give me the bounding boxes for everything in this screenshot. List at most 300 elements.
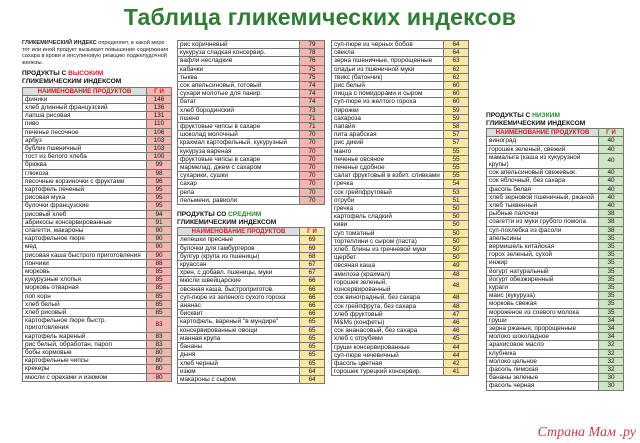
product-name: шоколад молочный [178, 131, 300, 139]
gi-value: 40 [599, 137, 624, 145]
table-row [332, 262, 469, 270]
table-row [178, 131, 325, 139]
gi-value: 110 [147, 120, 172, 128]
gi-value: 96 [147, 177, 172, 185]
product-name: хлеб тыквенный [487, 202, 599, 210]
product-name: манная крупа [178, 334, 300, 342]
gi-value: 40 [599, 145, 624, 153]
gi-value: 70 [300, 147, 325, 155]
table-row [487, 275, 624, 283]
table-row [332, 106, 469, 114]
section-low-level: НИЗКИМ [532, 112, 560, 119]
table-row [487, 349, 624, 357]
table-row [487, 145, 624, 153]
gi-value: 32 [599, 349, 624, 357]
section-low-prefix: ПРОДУКТЫ С [486, 112, 533, 119]
gi-value: 103 [147, 136, 172, 144]
gi-value: 35 [599, 267, 624, 275]
section-mid-level: СРЕДНИМ [228, 211, 262, 219]
intro-term: ГЛИКЕМИЧЕСКИЙ ИНДЕКС [22, 40, 97, 46]
product-name: киви [332, 221, 444, 229]
product-name: картофель, вареный "в мундире" [178, 318, 300, 326]
gi-value: 90 [147, 251, 172, 259]
table-row [487, 234, 624, 242]
gi-value: 67 [300, 261, 325, 269]
product-name: манго [332, 147, 444, 155]
gi-value: 83 [147, 332, 172, 340]
table-row [487, 366, 624, 374]
watermark: Страна Мам .ру [537, 425, 636, 440]
gi-value: 62 [444, 73, 469, 81]
product-name: арбуз [23, 136, 147, 144]
table-header-row [487, 129, 624, 137]
product-name: морковь свежая [487, 300, 599, 308]
product-name: мюсли с орехами и изюмом [23, 373, 147, 381]
table-row [178, 277, 325, 285]
table-row [23, 268, 172, 276]
table-row [178, 359, 325, 367]
table-header-row [178, 228, 325, 236]
product-name: пиво [23, 120, 147, 128]
gi-value: 30 [599, 374, 624, 382]
product-name: салат фруктовый в взбит. сливками [332, 172, 444, 180]
gi-value: 70 [300, 180, 325, 188]
section-mid-heading [177, 211, 325, 226]
gi-value: 40 [599, 169, 624, 177]
table-row [23, 373, 172, 381]
product-name: суп-пюре из желтого гороха [332, 98, 444, 106]
table-row [178, 252, 325, 260]
product-name: бананы [178, 343, 300, 351]
table-row [23, 251, 172, 259]
product-name: гречка [332, 205, 444, 213]
product-name: поп корн [23, 292, 147, 300]
product-name: булгур (крупа из пшеницы) [178, 252, 300, 260]
product-name: брюква [23, 161, 147, 169]
gi-value: 99 [147, 161, 172, 169]
product-name: зерна пшеничные, пророщенные [332, 57, 444, 65]
product-name: маис (кукуруза) [487, 292, 599, 300]
gi-value: 98 [147, 169, 172, 177]
product-name: пирожки [332, 106, 444, 114]
gi-value: 70 [300, 139, 325, 147]
product-name: сахароза [332, 114, 444, 122]
gi-value: 79 [300, 41, 325, 49]
table-row [23, 169, 172, 177]
table-row [23, 144, 172, 152]
product-name: спагетти из муки грубого помола [487, 218, 599, 226]
gi-value: 57 [444, 139, 469, 147]
product-name: овсяная каша [332, 262, 444, 270]
product-name: хлеб рисовый [23, 309, 147, 317]
product-name: оладьи из пшеничной муки [332, 65, 444, 73]
product-name: хлеб фруктовый [332, 310, 444, 318]
table-row [178, 236, 325, 244]
gi-value: 40 [599, 202, 624, 210]
header-gi: Г И [147, 87, 172, 95]
gi-value: 35 [599, 308, 624, 316]
product-name: рис коричневый [178, 41, 300, 49]
gi-value: 50 [444, 213, 469, 221]
product-name: абрикосы консервированные [23, 218, 147, 226]
table-row [178, 139, 325, 147]
product-name: хлеб бородинский [178, 106, 300, 114]
gi-value: 64 [444, 49, 469, 57]
gi-value: 35 [599, 251, 624, 259]
product-name: сок ананасовый, без сахара [332, 327, 444, 335]
table-row [332, 98, 469, 106]
gi-value: 48 [444, 278, 469, 293]
product-name: бисквит [178, 310, 300, 318]
column-1 [22, 40, 172, 382]
product-name: вафли несладкие [178, 57, 300, 65]
table-row [487, 218, 624, 226]
page-title: Таблица гликемических индексов [123, 4, 517, 30]
gi-value: 40 [599, 193, 624, 201]
table-row [332, 368, 469, 376]
gi-value: 47 [444, 310, 469, 318]
table-row [332, 131, 469, 139]
table-row [23, 161, 172, 169]
product-name: отруби [332, 196, 444, 204]
product-name: крекеры [23, 365, 147, 373]
gi-value: 70 [300, 188, 325, 196]
product-name: пицца с помидорами и сыром [332, 90, 444, 98]
section-high-prefix: ПРОДУКТЫ С [22, 70, 69, 78]
product-name: мед [23, 243, 147, 251]
section-high-level: ВЫСОКИМ [68, 70, 104, 78]
gi-value: 32 [599, 357, 624, 365]
gi-value: 95 [147, 186, 172, 194]
table-row [23, 235, 172, 243]
section-high-heading [22, 70, 172, 85]
product-name: хлеб черный [178, 359, 300, 367]
table-row [178, 155, 325, 163]
section-low-suffix: ГЛИКЕМИЧЕСКИМ ИНДЕКСОМ [486, 119, 586, 127]
product-name: рыбные палочки [487, 210, 599, 218]
table-row [23, 128, 172, 136]
product-name: лепешки пресные [178, 236, 300, 244]
gi-value: 68 [300, 252, 325, 260]
product-name: амилоза (крахмал) [332, 270, 444, 278]
table-row [178, 310, 325, 318]
gi-value: 44 [444, 343, 469, 351]
gi-value: 38 [599, 218, 624, 226]
gi-value: 55 [444, 172, 469, 180]
product-name: хлеб, блины из гречневой муки [332, 246, 444, 254]
gi-value: 71 [300, 114, 325, 122]
product-name: горох зеленый, сухой [487, 251, 599, 259]
table-row [178, 82, 325, 90]
gi-value: 60 [444, 90, 469, 98]
gi-value: 50 [444, 205, 469, 213]
table-row [487, 357, 624, 365]
table-row [178, 318, 325, 326]
product-name: твикс (батончик) [332, 73, 444, 81]
table-row [178, 285, 325, 293]
table-row [487, 325, 624, 333]
table-row [23, 317, 172, 332]
product-name: булочки французские [23, 202, 147, 210]
section-high-suffix: ГЛИКЕМИЧЕСКИМ ИНДЕКСОМ [22, 77, 122, 85]
table-row [178, 261, 325, 269]
table-row [487, 374, 624, 382]
gi-value: 59 [444, 114, 469, 122]
product-name: изюм [178, 367, 300, 375]
table-row [23, 202, 172, 210]
product-name: бублик пшеничный [23, 144, 147, 152]
gi-value: 30 [599, 382, 624, 390]
product-name: макароны с сыром [178, 375, 300, 383]
product-name: фруктовые чипсы в сахаре [178, 123, 300, 131]
gi-value: 70 [300, 164, 325, 172]
product-name: картофель сладкий [332, 213, 444, 221]
column-3 [331, 40, 469, 376]
product-name: хлеб длинный французский [23, 103, 147, 111]
gi-value: 76 [300, 57, 325, 65]
gi-value: 74 [300, 90, 325, 98]
header-gi: Г И [300, 228, 325, 236]
gi-value: 58 [444, 123, 469, 131]
table-row [178, 244, 325, 252]
product-name: фасоль лимская [487, 366, 599, 374]
gi-value: 42 [444, 359, 469, 367]
section-mid-suffix: ГЛИКЕМИЧЕСКИМ ИНДЕКСОМ [177, 218, 277, 226]
table-row [23, 218, 172, 226]
gi-value: 35 [599, 275, 624, 283]
gi-value: 90 [147, 243, 172, 251]
table-row [23, 292, 172, 300]
table-mid-gi-continued [331, 40, 469, 376]
gi-value: 100 [147, 153, 172, 161]
product-name: апельсины [487, 234, 599, 242]
gi-value: 66 [300, 302, 325, 310]
table-row [332, 82, 469, 90]
gi-value: 69 [300, 244, 325, 252]
table-row [332, 318, 469, 326]
header-product-name: НАИМЕНОВАНИЕ ПРОДУКТОВ [487, 129, 599, 137]
gi-value: 48 [444, 302, 469, 310]
table-row [178, 164, 325, 172]
table-row [332, 147, 469, 155]
product-name: кукуруза сладкая консервир. [178, 49, 300, 57]
gi-value: 106 [147, 128, 172, 136]
product-name: сок виноградный, без сахара [332, 294, 444, 302]
gi-value: 70 [300, 131, 325, 139]
table-row [178, 302, 325, 310]
table-row [23, 357, 172, 365]
gi-value: 59 [444, 106, 469, 114]
product-name: свекла [332, 49, 444, 57]
gi-value: 74 [300, 82, 325, 90]
gi-value: 34 [599, 333, 624, 341]
product-name: хлеб зерновой пшеничный, ржаной [487, 193, 599, 201]
product-name: спагетти, макароны [23, 227, 147, 235]
table-row [178, 293, 325, 301]
table-row [332, 188, 469, 196]
table-row [23, 309, 172, 317]
gi-value: 83 [147, 340, 172, 348]
product-name: горошек зеленый, консервированный [332, 278, 444, 293]
table-row [23, 284, 172, 292]
gi-value: 80 [147, 349, 172, 357]
table-row [332, 213, 469, 221]
product-name: зерна ржаные, пророщенные [487, 325, 599, 333]
table-row [178, 172, 325, 180]
gi-value: 85 [147, 292, 172, 300]
product-name: ананас [178, 302, 300, 310]
gi-value: 50 [444, 229, 469, 237]
table-row [332, 359, 469, 367]
product-name: фруктовые чипсы в сахаре [178, 155, 300, 163]
table-row [332, 302, 469, 310]
table-row [487, 267, 624, 275]
product-name: пельмени, равиоли [178, 196, 300, 204]
table-row [178, 269, 325, 277]
product-name: суп томатный [332, 229, 444, 237]
product-name: мармелад, джем с сахаром [178, 164, 300, 172]
gi-value: 85 [147, 300, 172, 308]
product-name: печенье песочное [23, 128, 147, 136]
table-row [332, 221, 469, 229]
header-product-name: НАИМЕНОВАНИЕ ПРОДУКТОВ [23, 87, 147, 95]
table-row [332, 270, 469, 278]
gi-value: 64 [300, 375, 325, 383]
product-name: глюкоза [23, 169, 147, 177]
table-row [487, 169, 624, 177]
table-row [332, 229, 469, 237]
gi-value: 90 [147, 227, 172, 235]
product-name: рисовая мука [23, 194, 147, 202]
header-gi: Г И [599, 129, 624, 137]
table-row [332, 278, 469, 293]
intro-text [22, 40, 172, 66]
product-name: репа [178, 188, 300, 196]
product-name: пита арабская [332, 131, 444, 139]
gi-value: 67 [300, 269, 325, 277]
gi-value: 55 [444, 164, 469, 172]
product-name: консервированные овощи [178, 326, 300, 334]
gi-value: 35 [599, 234, 624, 242]
gi-value: 85 [147, 276, 172, 284]
table-row [178, 196, 325, 204]
product-name: картофель жареный [23, 332, 147, 340]
table-row [332, 65, 469, 73]
gi-value: 34 [599, 325, 624, 333]
gi-value: 69 [300, 236, 325, 244]
product-name: сок грейпфрутовый [332, 188, 444, 196]
product-name: кураги [487, 284, 599, 292]
table-row [23, 153, 172, 161]
table-row [332, 335, 469, 343]
gi-value: 146 [147, 95, 172, 103]
product-name: сахар [178, 180, 300, 188]
gi-value: 136 [147, 103, 172, 111]
table-row [332, 123, 469, 131]
table-row [332, 294, 469, 302]
gi-value: 46 [444, 318, 469, 326]
gi-value: 54 [444, 180, 469, 188]
product-name: сок грейпфрута, без сахара [332, 302, 444, 310]
gi-value: 51 [444, 196, 469, 204]
product-name: морковь отварная [23, 284, 147, 292]
table-low-gi [486, 128, 624, 391]
table-row [178, 106, 325, 114]
table-row [332, 196, 469, 204]
table-row [487, 153, 624, 168]
gi-value: 44 [444, 351, 469, 359]
gi-value: 50 [444, 254, 469, 262]
gi-value: 48 [444, 294, 469, 302]
gi-value: 48 [444, 270, 469, 278]
gi-value: 65 [300, 343, 325, 351]
table-row [178, 65, 325, 73]
product-name: кукурузные хлопья [23, 276, 147, 284]
gi-value: 131 [147, 112, 172, 120]
gi-value: 65 [300, 334, 325, 342]
gi-value: 64 [300, 367, 325, 375]
gi-value: 65 [300, 351, 325, 359]
column-2 [177, 40, 325, 384]
product-name: груши консервированные [332, 343, 444, 351]
product-name: тортеллини с сыром (паста) [332, 237, 444, 245]
table-row [487, 193, 624, 201]
product-name: вермишель китайская [487, 243, 599, 251]
gi-value: 62 [444, 65, 469, 73]
gi-value: 38 [599, 226, 624, 234]
product-name: сухарики, сушки [178, 172, 300, 180]
product-name: финики [23, 95, 147, 103]
table-header-row [23, 87, 172, 95]
product-name: печенье овсяное [332, 155, 444, 163]
gi-value: 41 [444, 368, 469, 376]
product-name: рисовый хлеб [23, 210, 147, 218]
product-name: рисовая каша быстрого приготовления [23, 251, 147, 259]
product-name: картофельное пюре быстр. приготовления [23, 317, 147, 332]
table-row [23, 365, 172, 373]
table-row [23, 186, 172, 194]
product-name: горошек турецкий консервир. [332, 368, 444, 376]
gi-value: 35 [599, 300, 624, 308]
gi-value: 32 [599, 366, 624, 374]
product-name: булочки для гамбургеров [178, 244, 300, 252]
table-row [332, 237, 469, 245]
gi-value: 35 [599, 284, 624, 292]
gi-value: 46 [444, 327, 469, 335]
table-row [332, 73, 469, 81]
gi-value: 40 [599, 153, 624, 168]
table-row [178, 41, 325, 49]
gi-value: 35 [599, 243, 624, 251]
table-row [332, 155, 469, 163]
product-name: сок яблочный, без сахара [487, 177, 599, 185]
table-row [178, 114, 325, 122]
product-name: бобы кормовые [23, 349, 147, 357]
table-row [487, 251, 624, 259]
table-row [178, 343, 325, 351]
gi-value: 35 [599, 259, 624, 267]
table-row [487, 292, 624, 300]
table-row [487, 210, 624, 218]
table-row [332, 139, 469, 147]
product-name: арахисовое масло [487, 341, 599, 349]
table-high-gi-continued [177, 40, 325, 205]
product-name: овсяная каша, быстроприготов. [178, 285, 300, 293]
table-row [332, 114, 469, 122]
product-name: дыня [178, 351, 300, 359]
gi-value: 66 [300, 285, 325, 293]
product-name: кукуруза вареная [178, 147, 300, 155]
